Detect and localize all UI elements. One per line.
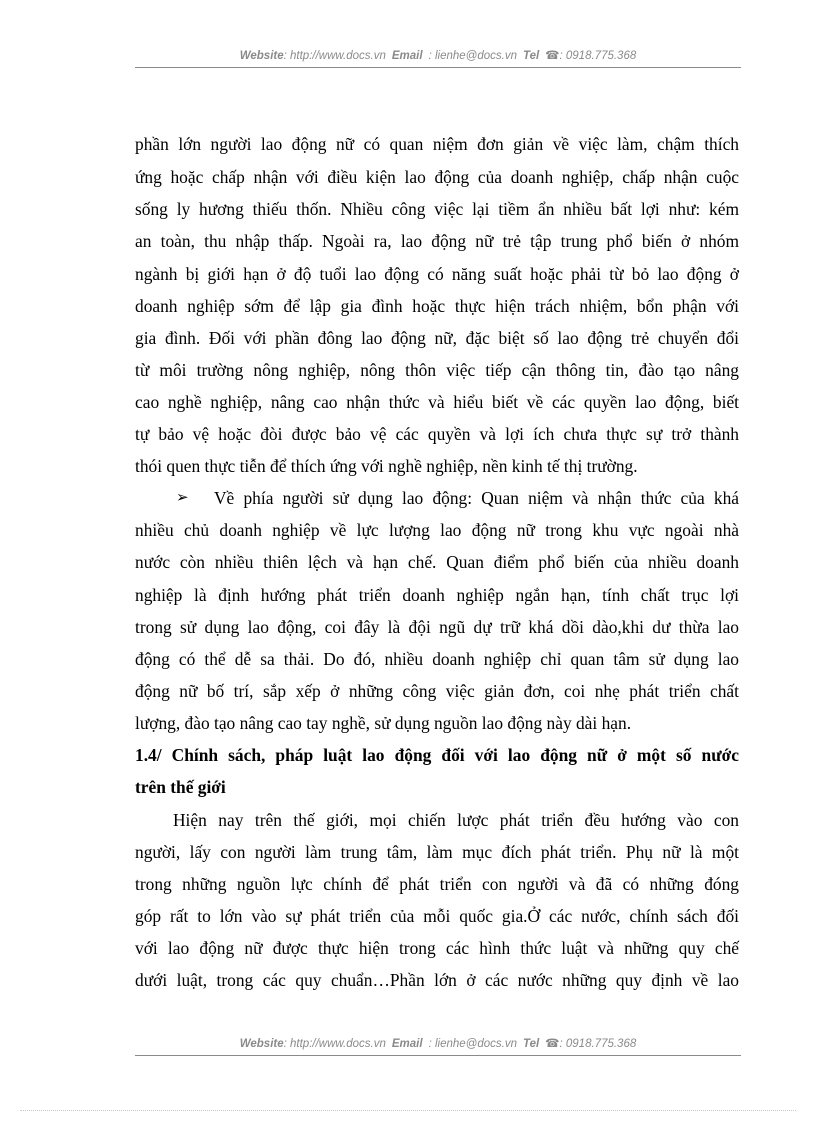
body-line: động có thể dễ sa thải. Do đó, nhiều doanh nghiệp chỉ quan tâm sử dụng lao <box>135 649 739 669</box>
body-line: Hiện nay trên thế giới, mọi chiến lược phát triển đều hướng vào con <box>173 810 739 830</box>
footer-rule <box>135 1055 741 1056</box>
section-heading: trên thế giới <box>135 777 226 797</box>
body-line: nước còn nhiều thiên lệch và hạn chế. Quan điểm phổ biến của nhiều doanh <box>135 552 739 572</box>
phone-icon: ☎ <box>545 1038 560 1050</box>
footer-tel-label: Tel <box>522 1038 540 1050</box>
header-tel-value: : 0918.775.368 <box>559 50 637 62</box>
body-line: động nữ bố trí, sắp xếp ở những công việc giản đơn, coi nhẹ phát triển chất <box>135 681 739 701</box>
arrow-bullet-icon: ➢ <box>176 490 189 506</box>
body-line: sống ly hương thiếu thốn. Nhiều công việc lại tiềm ẩn nhiều bất lợi như: kém <box>135 199 739 219</box>
header-email-value: : lienhe@docs.vn <box>428 50 517 62</box>
body-line: từ môi trường nông nghiệp, nông thôn việc tiếp cận thông tin, đào tạo nâng <box>135 360 739 380</box>
body-line: nhiều chủ doanh nghiệp về lực lượng lao động nữ trong khu vực ngoài nhà <box>135 520 739 540</box>
body-line: góp rất to lớn vào sự phát triển của mỗi quốc gia.Ở các nước, chính sách đối <box>135 906 739 926</box>
body-line: dưới luật, trong các quy chuẩn…Phần lớn ở các nước những quy định về lao <box>135 970 739 990</box>
body-line: với lao động nữ được thực hiện trong các hình thức luật và những quy chế <box>135 938 739 958</box>
body-line: người, lấy con người làm trung tâm, làm mục đích phát triển. Phụ nữ là một <box>135 842 739 862</box>
body-line: cao nghề nghiệp, nâng cao nhận thức và hiểu biết về các quyền lao động, biết <box>135 392 739 412</box>
body-line: thói quen thực tiễn để thích ứng với nghề nghiệp, nền kinh tế thị trường. <box>135 456 638 476</box>
footer-email-value: : lienhe@docs.vn <box>428 1038 517 1050</box>
body-line: Về phía người sử dụng lao động: Quan niệm và nhận thức của khá <box>214 488 739 508</box>
header-website-value: : http://www.docs.vn <box>283 50 386 62</box>
section-heading: 1.4/ Chính sách, pháp luật lao động đối với lao động nữ ở một số nước <box>135 745 739 765</box>
page-footer <box>135 1034 741 1054</box>
footer-email-label: Email <box>391 1038 423 1050</box>
body-line: trong những nguồn lực chính để phát triển con người và đã có những đóng <box>135 874 739 894</box>
body-line: gia đình. Đối với phần đông lao động nữ, đặc biệt số lao động trẻ chuyển đổi <box>135 328 739 348</box>
body-line: phần lớn người lao động nữ có quan niệm đơn giản về việc làm, chậm thích <box>135 134 739 154</box>
footer-tel-value: : 0918.775.368 <box>559 1038 637 1050</box>
phone-icon: ☎ <box>545 50 560 62</box>
body-line: doanh nghiệp sớm để lập gia đình hoặc thực hiện trách nhiệm, bổn phận với <box>135 296 739 316</box>
header-website-label: Website <box>239 50 284 62</box>
body-line: tự bảo vệ hoặc đòi được bảo vệ các quyền và lợi ích chưa thực sự trở thành <box>135 424 739 444</box>
page-break-divider <box>20 1110 796 1111</box>
body-line: nghiệp là định hướng phát triển doanh nghiệp ngắn hạn, tính chất trục lợi <box>135 585 739 605</box>
body-line: trong sử dụng lao động, coi đây là đội ngũ dự trữ khá dồi dào,khi dư thừa lao <box>135 617 739 637</box>
body-line: lượng, đào tạo nâng cao tay nghề, sử dụng nguồn lao động này dài hạn. <box>135 713 632 733</box>
body-line: an toàn, thu nhập thấp. Ngoài ra, lao động nữ trẻ tập trung phổ biến ở nhóm <box>135 231 739 251</box>
footer-website-value: : http://www.docs.vn <box>283 1038 386 1050</box>
body-line: ngành bị giới hạn ở độ tuổi lao động có năng suất hoặc phải từ bỏ lao động ở <box>135 264 739 284</box>
header-tel-label: Tel <box>522 50 540 62</box>
footer-website-label: Website <box>239 1038 284 1050</box>
header-rule <box>135 67 741 68</box>
body-line: ứng hoặc chấp nhận với điều kiện lao động của doanh nghiệp, chấp nhận cuộc <box>135 167 739 187</box>
page-header <box>135 46 741 66</box>
header-email-label: Email <box>391 50 423 62</box>
